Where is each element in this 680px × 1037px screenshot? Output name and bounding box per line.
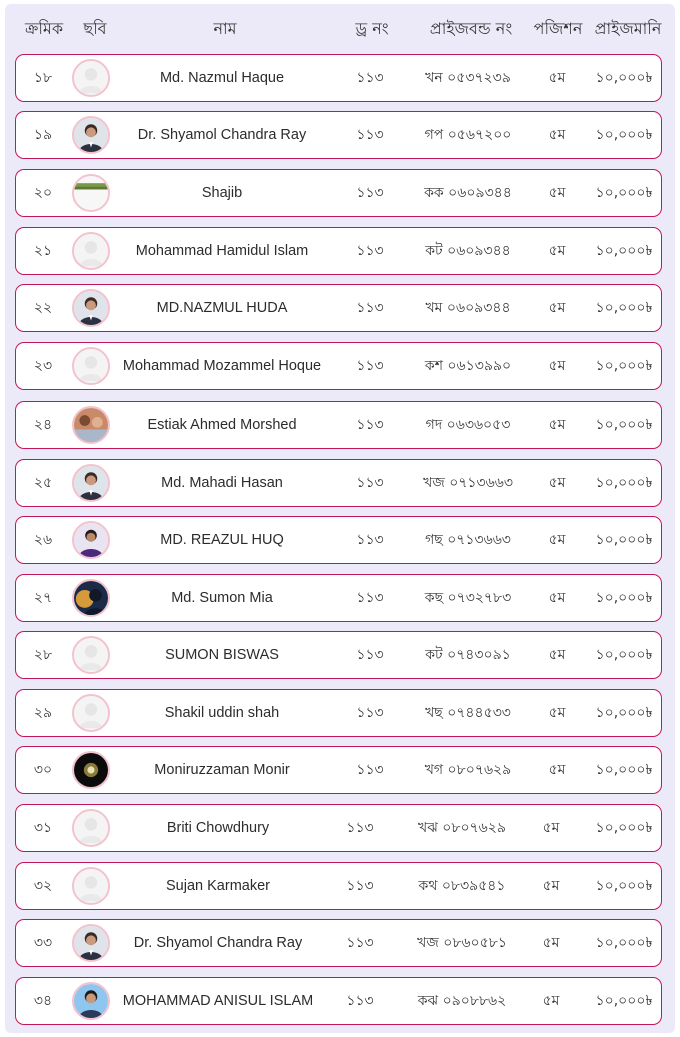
position-cell: ৫ম xyxy=(548,532,566,548)
draw-number-cell: ১১৩ xyxy=(356,475,384,491)
name-cell: Moniruzzaman Monir xyxy=(154,762,290,778)
bond-number-cell: খজ ০৮৬০৫৮১ xyxy=(417,935,507,951)
position-cell: ৫ম xyxy=(548,590,566,606)
position-cell: ৫ম xyxy=(548,762,566,778)
table-row xyxy=(15,574,662,622)
bond-number-cell: খছ ০৭৪৪৫৩৩ xyxy=(425,705,511,721)
prize-money-cell: ১০,০০০৳ xyxy=(595,70,653,86)
bond-number-cell: কছ ০৭৩২৭৮৩ xyxy=(424,590,512,606)
table-row xyxy=(15,919,662,967)
placeholder-avatar-icon xyxy=(72,232,110,270)
group-photo-icon xyxy=(72,406,110,444)
name-cell: Md. Nazmul Haque xyxy=(159,70,285,86)
placeholder-avatar-icon xyxy=(72,347,110,385)
man-suit-photo-icon xyxy=(72,924,110,962)
name-cell: Sujan Karmaker xyxy=(166,878,270,894)
draw-number-cell: ১১৩ xyxy=(346,935,374,951)
bond-number-cell: কথ ০৮৩৯৫৪১ xyxy=(418,878,506,894)
position-cell: ৫ম xyxy=(548,300,566,316)
prize-money-cell: ১০,০০০৳ xyxy=(595,185,653,201)
prize-money-cell: ১০,০০০৳ xyxy=(595,358,653,374)
draw-number-cell: ১১৩ xyxy=(346,820,374,836)
table-header xyxy=(5,4,675,50)
prize-money-cell: ১০,০০০৳ xyxy=(595,417,653,433)
name-cell: MD.NAZMUL HUDA xyxy=(156,300,288,316)
name-cell: Dr. Shyamol Chandra Ray xyxy=(137,127,307,143)
position-cell: ৫ম xyxy=(542,935,560,951)
bond-number-cell: কশ ০৬১৩৯৯০ xyxy=(424,358,512,374)
name-cell: Briti Chowdhury xyxy=(166,820,270,836)
prize-money-cell: ১০,০০০৳ xyxy=(595,935,653,951)
name-cell: MOHAMMAD ANISUL ISLAM xyxy=(122,993,314,1009)
prize-money-cell: ১০,০০০৳ xyxy=(595,820,653,836)
name-cell: Estiak Ahmed Morshed xyxy=(147,417,297,433)
bond-number-cell: কক ০৬০৯৩৪৪ xyxy=(424,185,512,201)
prize-money-cell: ১০,০০০৳ xyxy=(595,647,653,663)
prize-money-cell: ১০,০০০৳ xyxy=(595,532,653,548)
dark-night-photo-icon xyxy=(72,751,110,789)
serial-cell: ২৭ xyxy=(33,590,53,606)
bond-number-cell: কঝ ০৯০৮৮৬২ xyxy=(417,993,507,1009)
placeholder-avatar-icon xyxy=(72,59,110,97)
bond-number-cell: খগ ০৮০৭৬২৯ xyxy=(424,762,512,778)
table-row xyxy=(15,284,662,332)
draw-number-cell: ১১৩ xyxy=(356,243,384,259)
serial-cell: ৩২ xyxy=(33,878,53,894)
draw-number-cell: ১১৩ xyxy=(356,417,384,433)
draw-number-cell: ১১৩ xyxy=(356,70,384,86)
prize-money-cell: ১০,০০০৳ xyxy=(595,705,653,721)
landscape-photo-icon xyxy=(72,174,110,212)
serial-cell: ২৬ xyxy=(33,532,53,548)
position-cell: ৫ম xyxy=(548,705,566,721)
table-row xyxy=(15,169,662,217)
draw-number-cell: ১১৩ xyxy=(356,127,384,143)
prize-money-cell: ১০,০০০৳ xyxy=(595,127,653,143)
serial-cell: ২৪ xyxy=(33,417,53,433)
table-row xyxy=(15,804,662,852)
prize-money-cell: ১০,০০০৳ xyxy=(595,243,653,259)
dark-blue-photo-icon xyxy=(72,579,110,617)
name-cell: Md. Mahadi Hasan xyxy=(161,475,283,491)
serial-cell: ২৩ xyxy=(33,358,53,374)
man-suit-photo-icon xyxy=(72,116,110,154)
table-row xyxy=(15,54,662,102)
draw-number-cell: ১১৩ xyxy=(346,878,374,894)
table-row xyxy=(15,977,662,1025)
prize-money-cell: ১০,০০০৳ xyxy=(595,300,653,316)
bond-number-cell: গদ ০৬৩৬০৫৩ xyxy=(425,417,511,433)
draw-number-cell: ১১৩ xyxy=(356,647,384,663)
serial-cell: ২১ xyxy=(33,243,53,259)
table-row xyxy=(15,227,662,275)
bond-number-cell: গছ ০৭১৩৬৬৩ xyxy=(425,532,511,548)
table-row xyxy=(15,516,662,564)
position-cell: ৫ম xyxy=(548,358,566,374)
serial-cell: ২৯ xyxy=(33,705,53,721)
placeholder-avatar-icon xyxy=(72,636,110,674)
table-row xyxy=(15,342,662,390)
bond-number-cell: খঝ ০৮০৭৬২৯ xyxy=(418,820,506,836)
man-blue-photo-icon xyxy=(72,982,110,1020)
name-cell: Mohammad Mozammel Hoque xyxy=(122,358,322,374)
position-cell: ৫ম xyxy=(548,185,566,201)
serial-cell: ১৯ xyxy=(33,127,53,143)
table-row xyxy=(15,746,662,794)
serial-cell: ৩০ xyxy=(33,762,53,778)
serial-cell: ২০ xyxy=(33,185,53,201)
draw-number-cell: ১১৩ xyxy=(356,705,384,721)
table-row xyxy=(15,111,662,159)
position-cell: ৫ম xyxy=(548,417,566,433)
name-cell: Shakil uddin shah xyxy=(164,705,280,721)
bond-number-cell: খম ০৬০৯৩৪৪ xyxy=(425,300,511,316)
placeholder-avatar-icon xyxy=(72,694,110,732)
prize-money-cell: ১০,০০০৳ xyxy=(595,878,653,894)
position-cell: ৫ম xyxy=(548,127,566,143)
position-cell: ৫ম xyxy=(548,243,566,259)
table-row xyxy=(15,631,662,679)
bond-number-cell: কট ০৬০৯৩৪৪ xyxy=(425,243,511,259)
prize-money-cell: ১০,০০০৳ xyxy=(595,590,653,606)
draw-number-cell: ১১৩ xyxy=(356,590,384,606)
table-row xyxy=(15,689,662,737)
serial-cell: ২২ xyxy=(33,300,53,316)
name-cell: Mohammad Hamidul Islam xyxy=(135,243,309,259)
draw-number-cell: ১১৩ xyxy=(356,358,384,374)
header-name: নাম xyxy=(213,19,237,38)
position-cell: ৫ম xyxy=(542,820,560,836)
header-photo: ছবি xyxy=(83,19,107,38)
prize-money-cell: ১০,০০০৳ xyxy=(595,475,653,491)
header-position: পজিশন xyxy=(533,19,583,38)
name-cell: SUMON BISWAS xyxy=(165,647,279,663)
bond-number-cell: কট ০৭৪৩০৯১ xyxy=(425,647,511,663)
bond-number-cell: খন ০৫৩৭২৩৯ xyxy=(425,70,511,86)
serial-cell: ২৮ xyxy=(33,647,53,663)
draw-number-cell: ১১৩ xyxy=(356,762,384,778)
name-cell: Dr. Shyamol Chandra Ray xyxy=(133,935,303,951)
table-row xyxy=(15,401,662,449)
position-cell: ৫ম xyxy=(548,475,566,491)
bond-number-cell: খজ ০৭১৩৬৬৩ xyxy=(423,475,513,491)
table-row xyxy=(15,459,662,507)
prize-money-cell: ১০,০০০৳ xyxy=(595,762,653,778)
bond-number-cell: গপ ০৫৬৭২০০ xyxy=(424,127,512,143)
man-purple-photo-icon xyxy=(72,521,110,559)
position-cell: ৫ম xyxy=(548,70,566,86)
serial-cell: ৩৩ xyxy=(33,935,53,951)
header-serial: ক্রমিক xyxy=(24,19,64,38)
man-suit-photo-icon xyxy=(72,464,110,502)
position-cell: ৫ম xyxy=(542,993,560,1009)
serial-cell: ২৫ xyxy=(33,475,53,491)
table-row xyxy=(15,862,662,910)
header-draw: ড্র নং xyxy=(355,19,389,38)
header-prize: প্রাইজমানি xyxy=(594,19,662,38)
draw-number-cell: ১১৩ xyxy=(346,993,374,1009)
draw-number-cell: ১১৩ xyxy=(356,185,384,201)
man-suit-photo-icon xyxy=(72,289,110,327)
draw-number-cell: ১১৩ xyxy=(356,532,384,548)
draw-number-cell: ১১৩ xyxy=(356,300,384,316)
serial-cell: ৩৪ xyxy=(33,993,53,1009)
placeholder-avatar-icon xyxy=(72,867,110,905)
serial-cell: ১৮ xyxy=(33,70,53,86)
name-cell: Shajib xyxy=(201,185,243,201)
name-cell: MD. REAZUL HUQ xyxy=(160,532,284,548)
header-bond: প্রাইজবন্ড নং xyxy=(429,19,513,38)
name-cell: Md. Sumon Mia xyxy=(171,590,273,606)
serial-cell: ৩১ xyxy=(33,820,53,836)
prize-money-cell: ১০,০০০৳ xyxy=(595,993,653,1009)
placeholder-avatar-icon xyxy=(72,809,110,847)
position-cell: ৫ম xyxy=(542,878,560,894)
position-cell: ৫ম xyxy=(548,647,566,663)
